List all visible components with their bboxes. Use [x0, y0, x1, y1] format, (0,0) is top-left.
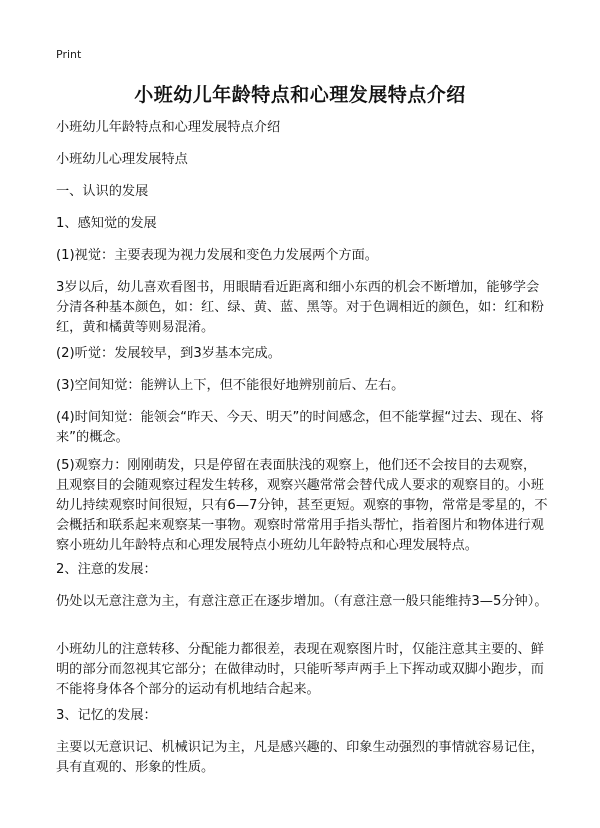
- paragraph-observation: (5)观察力：刚刚萌发，只是停留在表面肤浅的观察上，他们还不会按目的去观察，且观察目的会随观察过程发生转移，观察兴趣常常会替代成人要求的观察目的。小班幼儿持续观察时间很短，只有6—7分钟，甚至更短。观察的事物，常常是零星的，不会概括和联系起来观察某一事物。观察时常常用手指头帮忙，指着图片和物体进行观察小班幼儿年龄特点和心理发展特点小班幼儿年龄特点和心理发展特点。: [56, 458, 548, 553]
- paragraph-memory: 主要以无意识记、机械识记为主，凡是感兴趣的、印象生动强烈的事情就容易记住，具有直观的、形象的性质。: [56, 740, 544, 775]
- paragraph-vision: (1)视觉：主要表现为视力发展和变色力发展两个方面。: [56, 248, 378, 263]
- paragraph-time: (4)时间知觉：能领会“昨天、今天、明天”的时间感念，但不能掌握“过去、现在、将来”的概念。: [56, 410, 544, 445]
- paragraph-spatial: (3)空间知觉：能辨认上下，但不能很好地辨别前后、左右。: [56, 378, 405, 393]
- print-label[interactable]: Print: [56, 48, 82, 61]
- page-title: 小班幼儿年龄特点和心理发展特点介绍: [134, 84, 466, 106]
- paragraph-subtitle: 小班幼儿年龄特点和心理发展特点介绍: [56, 120, 281, 135]
- paragraph-attention-2: 小班幼儿的注意转移、分配能力都很差，表现在观察图片时，仅能注意其主要的、鲜明的部分而忽视其它部分；在做律动时，只能听琴声两手上下挥动或双脚小跑步，而不能将身体各个部分的运动有机地结合起来。: [56, 642, 544, 697]
- section-heading-cognition: 一、认识的发展: [56, 184, 149, 199]
- paragraph-hearing: (2)听觉：发展较早，到3岁基本完成。: [56, 346, 281, 361]
- subsection-heading-perception: 1、感知觉的发展: [56, 216, 157, 231]
- subsection-heading-memory: 3、记忆的发展：: [56, 708, 157, 723]
- paragraph-attention-1: 仍处以无意注意为主，有意注意正在逐步增加。（有意注意一般只能维持3—5分钟）。: [56, 594, 548, 609]
- paragraph-vision-detail: 3岁以后，幼儿喜欢看图书，用眼睛看近距离和细小东西的机会不断增加，能够学会分清各种基本颜色，如：红、绿、黄、蓝、黑等。对于色调相近的颜色，如：红和粉红，黄和橘黄等则易混淆。: [56, 280, 544, 335]
- paragraph-heading-psych: 小班幼儿心理发展特点: [56, 152, 188, 167]
- subsection-heading-attention: 2、注意的发展：: [56, 562, 157, 577]
